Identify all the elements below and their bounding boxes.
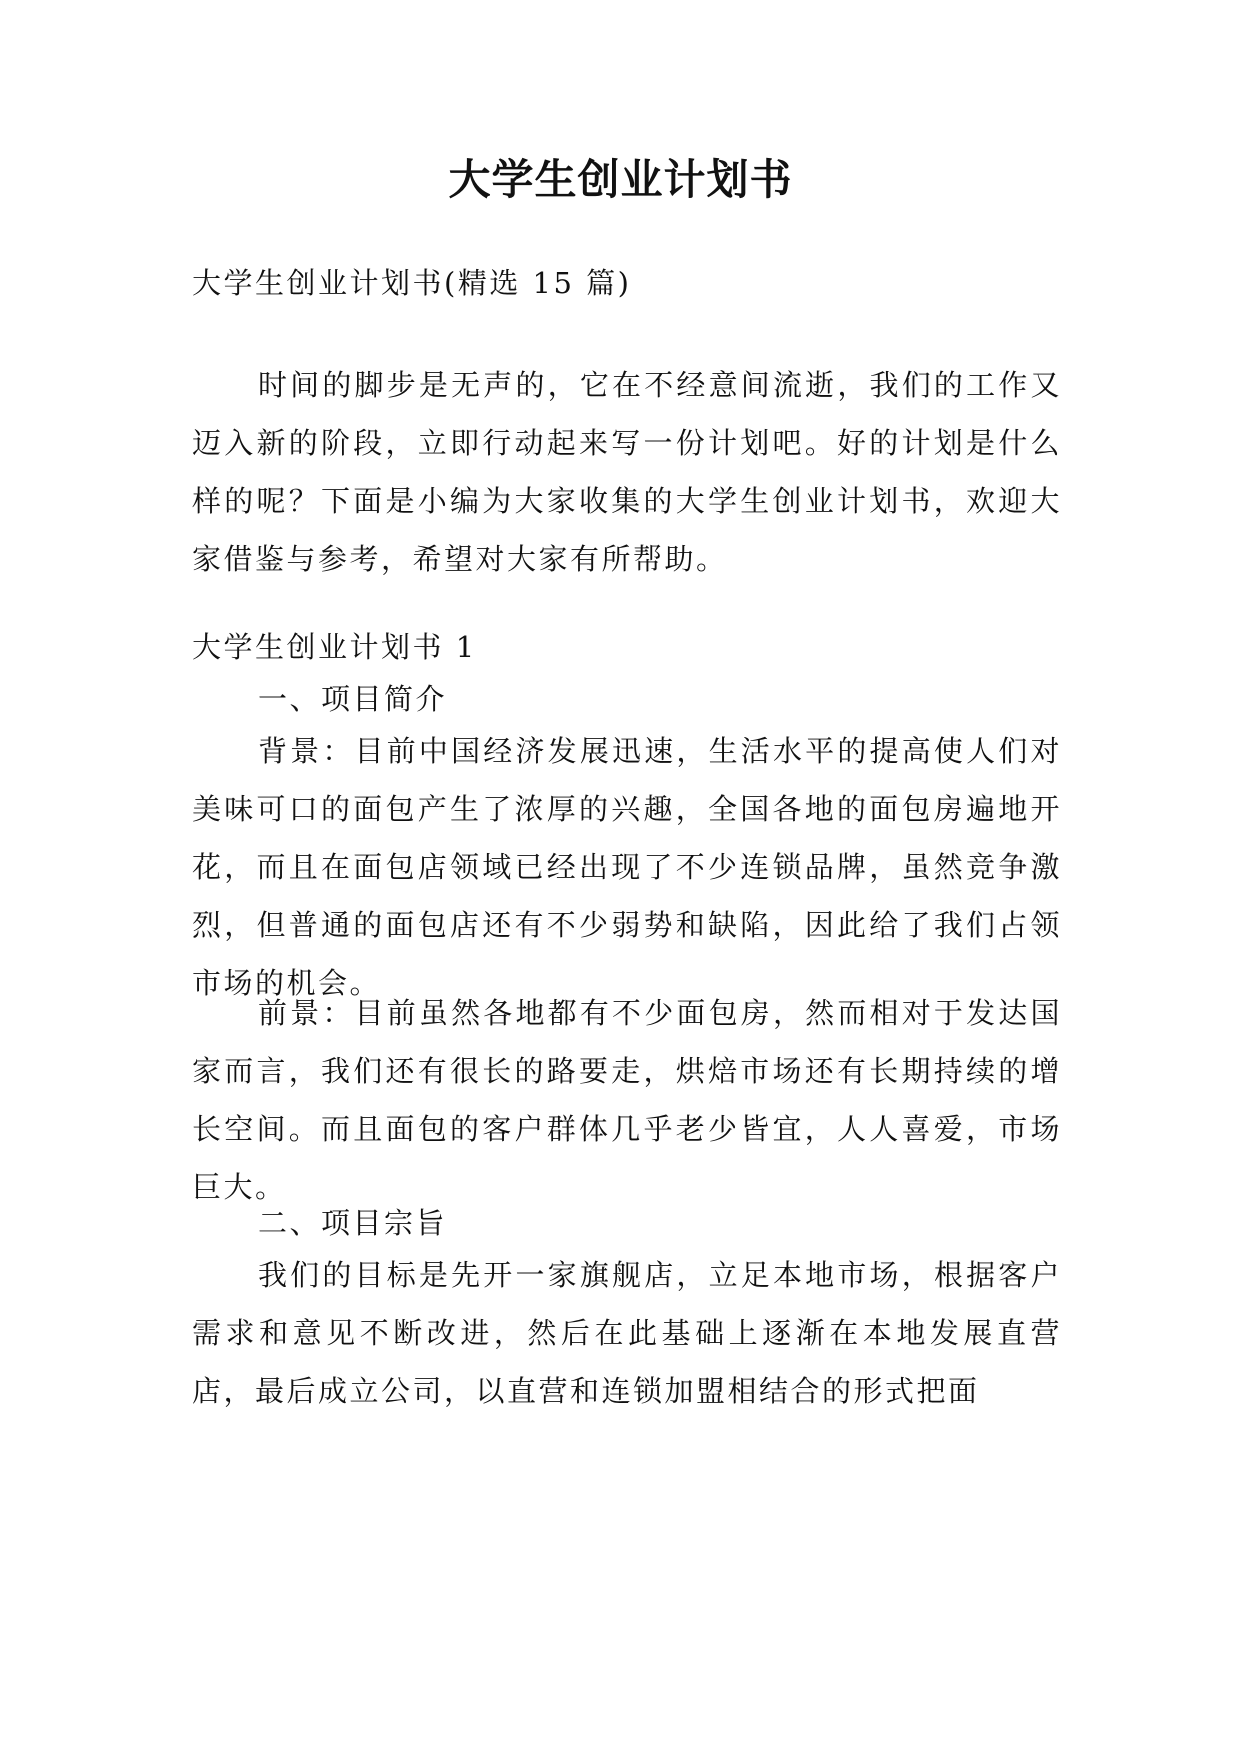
goal-paragraph: 我们的目标是先开一家旗舰店，立足本地市场，根据客户需求和意见不断改进，然后在此基础上逐渐在本地发展直营店，最后成立公司，以直营和连锁加盟相结合的形式把面 [192, 1258, 1062, 1408]
section-heading-1: 大学生创业计划书 1 [192, 630, 477, 664]
item-heading-project-purpose: 二、项目宗旨 [258, 1206, 448, 1240]
item-heading-project-intro: 一、项目简介 [258, 682, 448, 716]
intro-paragraph: 时间的脚步是无声的，它在不经意间流逝，我们的工作又迈入新的阶段，立即行动起来写一份计划吧。好的计划是什么样的呢？下面是小编为大家收集的大学生创业计划书，欢迎大家借鉴与参考，希望对大家有所帮助。 [192, 368, 1062, 576]
prospect-paragraph: 前景：目前虽然各地都有不少面包房，然而相对于发达国家而言，我们还有很长的路要走，烘焙市场还有长期持续的增长空间。而且面包的客户群体几乎老少皆宜，人人喜爱，市场巨大。 [192, 996, 1062, 1204]
document-subtitle: 大学生创业计划书(精选 15 篇) [192, 266, 632, 300]
document-title: 大学生创业计划书 [448, 155, 793, 204]
background-paragraph: 背景：目前中国经济发展迅速，生活水平的提高使人们对美味可口的面包产生了浓厚的兴趣，全国各地的面包房遍地开花，而且在面包店领域已经出现了不少连锁品牌，虽然竞争激烈，但普通的面包店还有不少弱势和缺陷，因此给了我们占领市场的机会。 [192, 734, 1062, 1000]
